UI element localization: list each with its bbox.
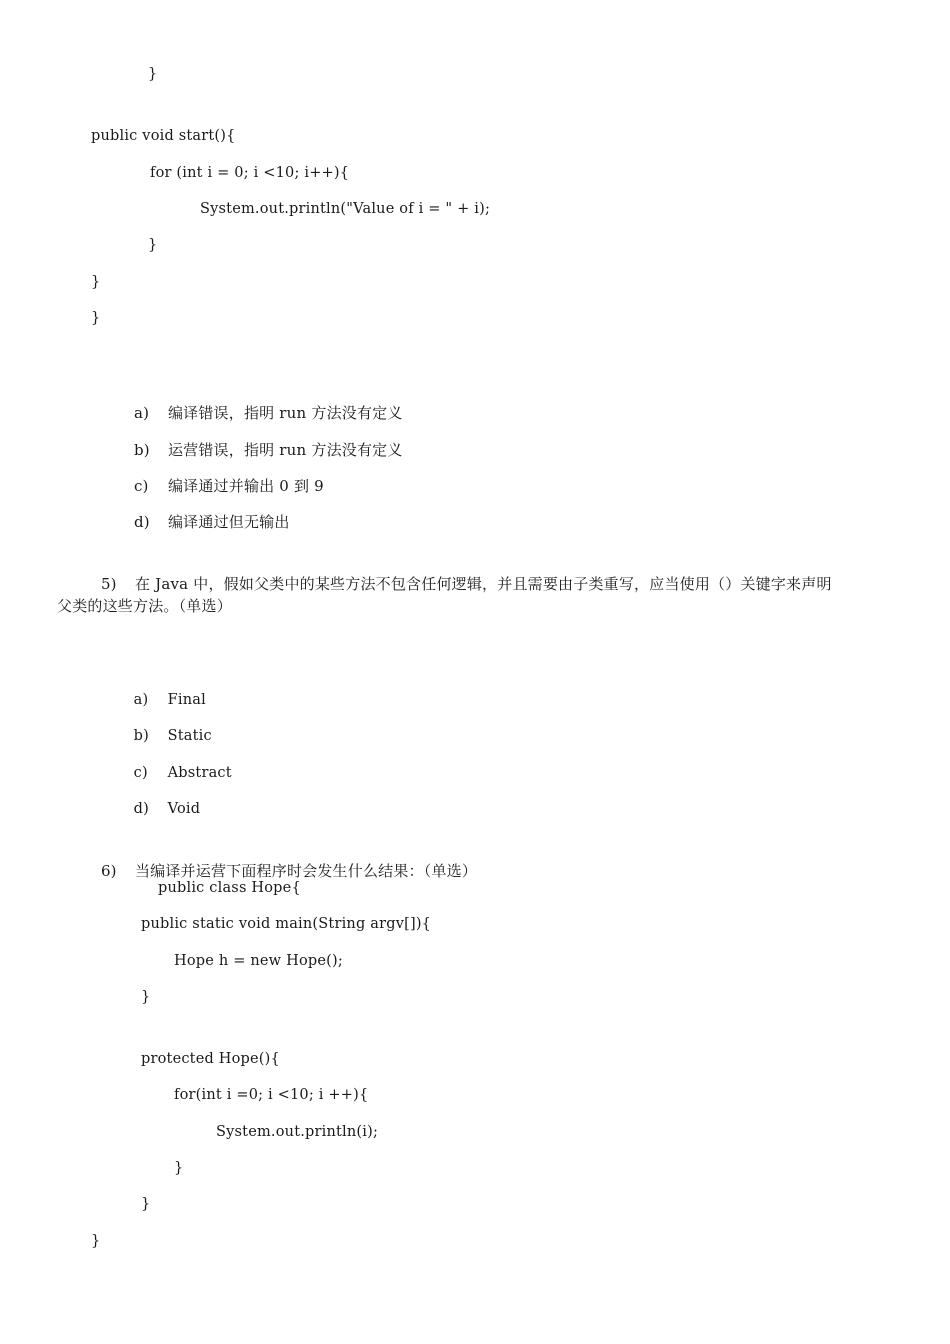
code-line: } [148, 237, 158, 253]
code-line: for (int i = 0; i <10; i++){ [150, 165, 350, 181]
question-text: 当编译并运营下面程序时会发生什么结果：（单选） [134, 862, 478, 880]
option-item [124, 383, 403, 423]
code-line: } [91, 274, 101, 290]
option-text: Abstract [167, 765, 232, 781]
option-text: 编译错误，指明 run 方法没有定义 [167, 404, 403, 422]
option-label: c) [133, 477, 149, 495]
option-item [124, 706, 212, 746]
option-label: b) [133, 728, 149, 744]
code-line: } [148, 66, 158, 82]
code-line: } [91, 310, 101, 326]
question-5-line-2: 父类的这些方法。（单选） [57, 597, 232, 615]
option-text: Static [167, 728, 212, 744]
code-line: System.out.println(i); [216, 1124, 379, 1140]
code-line: for(int i =0; i <10; i ++){ [174, 1087, 369, 1103]
option-item [124, 670, 206, 710]
option-label: a) [133, 692, 149, 708]
option-text: 编译通过但无输出 [167, 513, 290, 531]
option-item [124, 420, 403, 460]
question-number: 5) [100, 575, 117, 593]
option-label: c) [133, 765, 148, 781]
option-item [124, 456, 324, 496]
code-line: Hope h = new Hope(); [174, 953, 343, 969]
option-text: Final [167, 692, 206, 708]
option-item [124, 743, 232, 783]
code-line: } [91, 1233, 101, 1249]
option-text: Void [167, 801, 201, 817]
code-line: System.out.println("Value of i = " + i); [200, 201, 491, 217]
option-label: a) [133, 404, 150, 422]
question-6-line [91, 841, 477, 881]
option-text: 编译通过并输出 0 到 9 [167, 477, 324, 495]
code-line: protected Hope(){ [141, 1051, 280, 1067]
option-label: b) [133, 441, 150, 459]
code-line: } [141, 1196, 151, 1212]
option-label: d) [133, 513, 150, 531]
option-item [124, 492, 290, 532]
option-item [124, 779, 200, 819]
question-5-line-1 [91, 554, 832, 594]
code-line: public class Hope{ [158, 880, 301, 896]
code-line: public static void main(String argv[]){ [141, 916, 432, 932]
code-line: public void start(){ [91, 128, 236, 144]
question-text: 在 Java 中，假如父类中的某些方法不包含任何逻辑，并且需要由子类重写，应当使用（）关键字来声明 [134, 575, 832, 593]
option-text: 运营错误，指明 run 方法没有定义 [167, 441, 403, 459]
code-line: } [141, 989, 151, 1005]
option-label: d) [133, 801, 149, 817]
code-line: } [174, 1160, 184, 1176]
question-number: 6) [100, 862, 117, 880]
